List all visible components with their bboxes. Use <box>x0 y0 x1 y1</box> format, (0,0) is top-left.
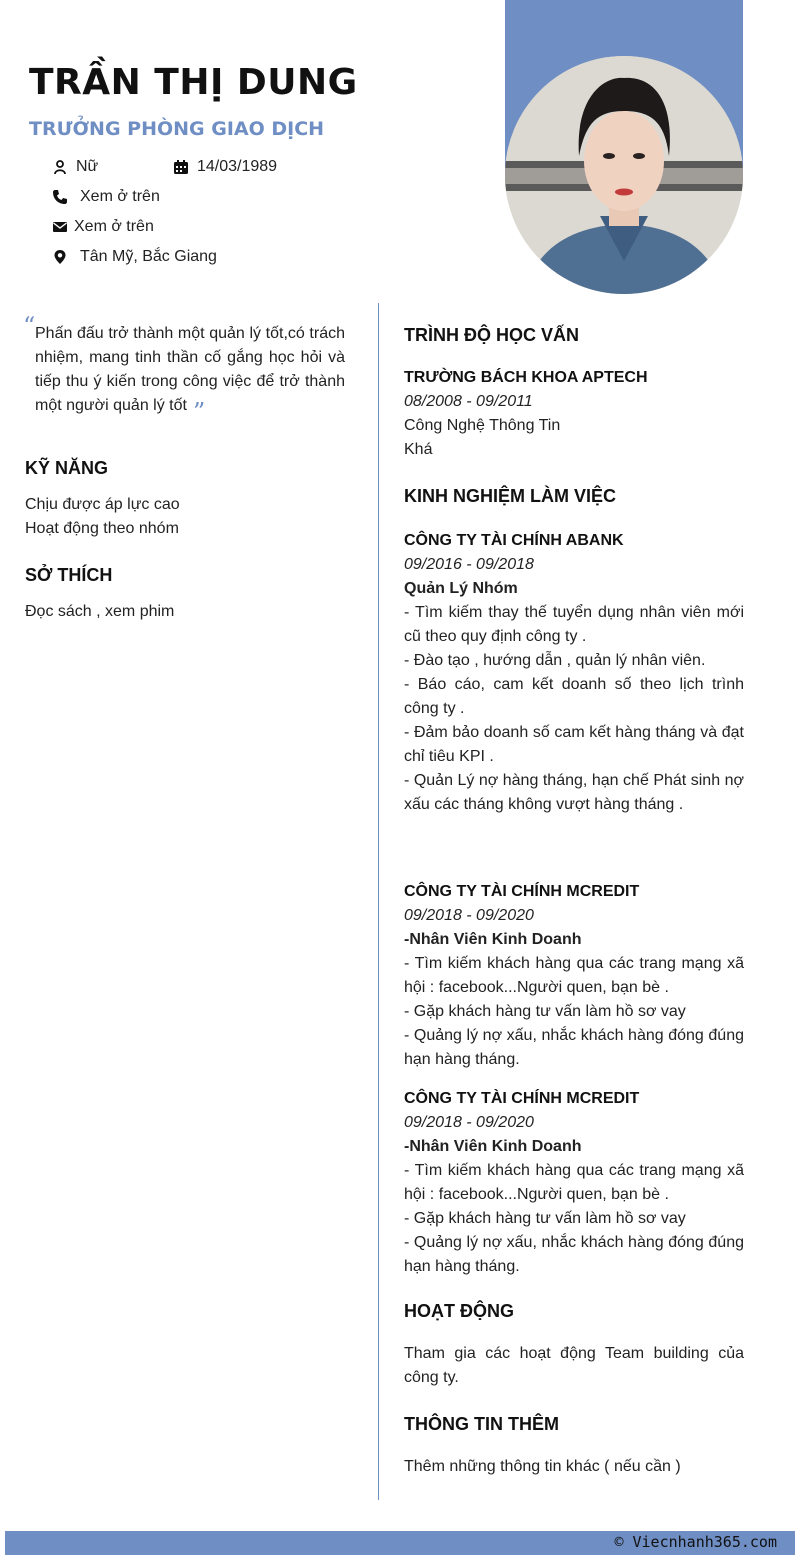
address-value: Tân Mỹ, Bắc Giang <box>80 248 217 265</box>
job-duty: - Quản Lý nợ hàng tháng, hạn chế Phát sinh nợ xấu các tháng không vượt hàng tháng . <box>404 772 744 813</box>
job-duty: - Đảm bảo doanh số cam kết hàng tháng và đạt chỉ tiêu KPI . <box>404 724 744 765</box>
column-divider <box>378 303 379 1500</box>
job-duty: - Báo cáo, cam kết doanh số theo lịch trình công ty . <box>404 676 744 717</box>
envelope-icon <box>52 219 68 235</box>
job-entry <box>404 1087 744 1279</box>
job-period: 09/2016 - 09/2018 <box>404 556 534 573</box>
profile-photo <box>505 56 743 294</box>
experience-heading: KINH NGHIỆM LÀM VIỆC <box>404 486 617 506</box>
career-objective <box>23 312 345 426</box>
phone-value: Xem ở trên <box>80 188 160 205</box>
education-section <box>404 325 744 462</box>
gender-value: Nữ <box>76 158 99 175</box>
calendar-icon <box>173 159 189 175</box>
phone-icon <box>52 189 68 205</box>
skills-heading: KỸ NĂNG <box>25 458 109 478</box>
job-duty: - Đào tạo , hướng dẫn , quản lý nhân viên. <box>404 652 706 669</box>
candidate-name: TRẦN THỊ DUNG <box>29 62 358 103</box>
objective-text: Phấn đấu trở thành một quản lý tốt,có trách nhiệm, mang tinh thần cố gắng học hỏi và tiếp thu ý kiến trong công việc để trở thành một người quản lý tốt <box>35 325 345 414</box>
person-icon <box>52 159 68 175</box>
job-entry <box>404 880 744 1072</box>
phone-field <box>52 188 160 206</box>
activities-text: Tham gia các hoạt động Team building của công ty. <box>404 1345 744 1386</box>
skills-list <box>25 493 345 541</box>
school-name: TRƯỜNG BÁCH KHOA APTECH <box>404 369 648 386</box>
hobbies-heading: SỞ THÍCH <box>25 565 113 585</box>
additional-info-heading: THÔNG TIN THÊM <box>404 1414 559 1434</box>
close-quote-mark: ” <box>192 398 206 426</box>
additional-info-text: Thêm những thông tin khác ( nếu cần ) <box>404 1458 681 1475</box>
gender-field <box>52 158 98 176</box>
job-period: 09/2018 - 09/2020 <box>404 907 534 924</box>
address-field <box>52 248 217 266</box>
skill-item: Chịu được áp lực cao <box>25 496 180 513</box>
job-duty: - Tìm kiếm khách hàng qua các trang mạng xã hội : facebook...Người quen, bạn bè . <box>404 955 744 996</box>
job-duty: - Gặp khách hàng tư vấn làm hồ sơ vay <box>404 1003 686 1020</box>
dob-field <box>173 158 277 176</box>
job-duty: - Tìm kiếm thay thế tuyển dụng nhân viên mới cũ theo quy định công ty . <box>404 604 744 645</box>
job-duty: - Quảng lý nợ xấu, nhắc khách hàng đóng đúng hạn hàng tháng. <box>404 1234 744 1275</box>
company-name: CÔNG TY TÀI CHÍNH ABANK <box>404 532 624 549</box>
education-heading: TRÌNH ĐỘ HỌC VẤN <box>404 325 579 345</box>
map-pin-icon <box>52 249 68 265</box>
company-name: CÔNG TY TÀI CHÍNH MCREDIT <box>404 1090 640 1107</box>
job-role: -Nhân Viên Kinh Doanh <box>404 931 582 948</box>
job-duty: - Gặp khách hàng tư vấn làm hồ sơ vay <box>404 1210 686 1227</box>
hobbies-text: Đọc sách , xem phim <box>25 603 175 620</box>
company-name: CÔNG TY TÀI CHÍNH MCREDIT <box>404 883 640 900</box>
education-period: 08/2008 - 09/2011 <box>404 393 533 410</box>
open-quote-mark: “ <box>23 312 36 340</box>
left-column <box>23 312 345 624</box>
job-duty: - Tìm kiếm khách hàng qua các trang mạng xã hội : facebook...Người quen, bạn bè . <box>404 1162 744 1203</box>
additional-info-section <box>404 1414 744 1479</box>
job-title: TRƯỞNG PHÒNG GIAO DỊCH <box>29 118 325 140</box>
dob-value: 14/03/1989 <box>197 158 278 175</box>
activities-section <box>404 1301 744 1390</box>
email-field <box>52 218 154 236</box>
job-role: -Nhân Viên Kinh Doanh <box>404 1138 582 1155</box>
skill-item: Hoạt động theo nhóm <box>25 520 179 537</box>
job-entry <box>404 529 744 817</box>
footer-credit: © Viecnhanh365.com <box>614 1533 777 1551</box>
experience-section <box>404 486 744 507</box>
job-duty: - Quảng lý nợ xấu, nhắc khách hàng đóng đúng hạn hàng tháng. <box>404 1027 744 1068</box>
job-period: 09/2018 - 09/2020 <box>404 1114 534 1131</box>
job-role: Quản Lý Nhóm <box>404 580 518 597</box>
education-major: Công Nghệ Thông Tin <box>404 417 561 434</box>
education-grade: Khá <box>404 441 433 458</box>
activities-heading: HOẠT ĐỘNG <box>404 1301 514 1321</box>
email-value: Xem ở trên <box>74 218 154 235</box>
footer-bar <box>5 1531 795 1555</box>
